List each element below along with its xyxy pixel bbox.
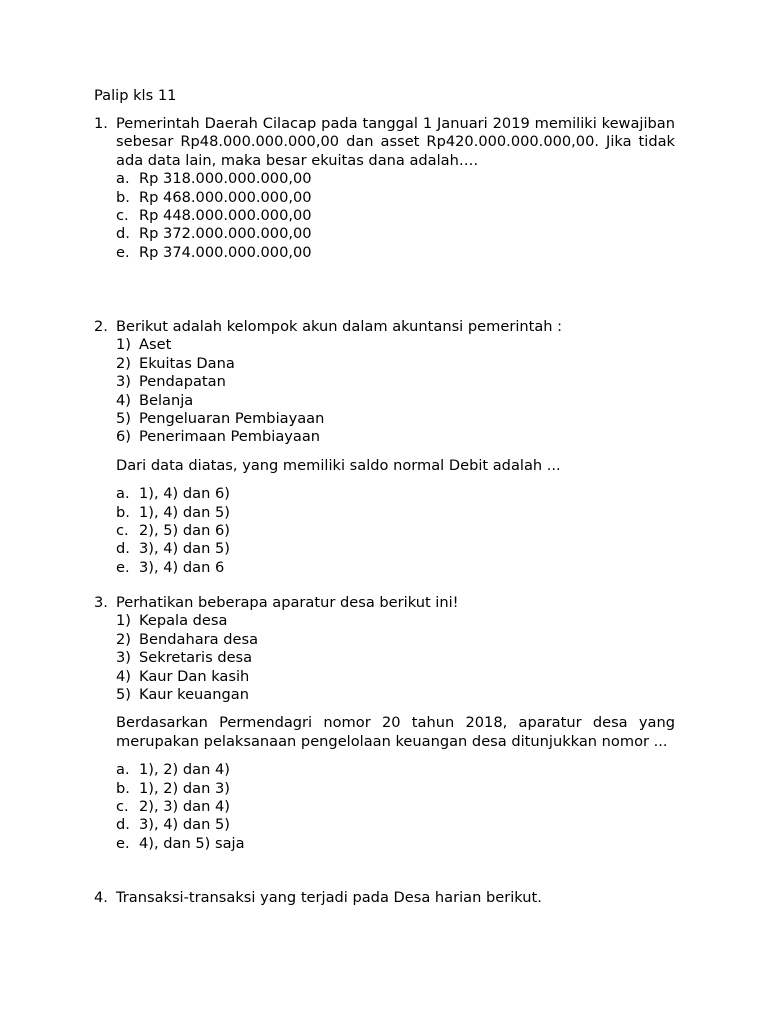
list-item: 1) Aset xyxy=(116,336,172,354)
list-item: 5) Pengeluaran Pembiayaan xyxy=(116,410,325,428)
answer-option-d: d. 3), 4) dan 5) xyxy=(116,540,230,558)
answer-option-d: d. 3), 4) dan 5) xyxy=(116,816,230,834)
list-item: 1) Kepala desa xyxy=(116,612,228,630)
list-item: 2) Bendahara desa xyxy=(116,630,259,648)
list-item: 4) Kaur Dan kasih xyxy=(116,667,250,685)
answer-option-c: c. 2), 5) dan 6) xyxy=(116,522,230,540)
list-item: 2) Ekuitas Dana xyxy=(116,354,235,372)
question-prompt: Dari data diatas, yang memiliki saldo normal Debit adalah ... xyxy=(116,456,561,474)
question-stem: Perhatikan beberapa aparatur desa berikut ini! xyxy=(116,594,459,611)
answer-option-b: b. 1), 2) dan 3) xyxy=(116,779,230,797)
question-stem: Berikut adalah kelompok akun dalam akuntansi pemerintah : xyxy=(116,318,563,335)
question-number: 1. xyxy=(94,115,108,132)
answer-options xyxy=(116,170,675,262)
list-item: 5) Kaur keuangan xyxy=(116,686,249,704)
answer-option-e: e. 4), dan 5) saja xyxy=(116,834,245,852)
answer-option-c: c. 2), 3) dan 4) xyxy=(116,798,230,816)
list-item: 4) Belanja xyxy=(116,391,194,409)
answer-option-d: d. Rp 372.000.000.000,00 xyxy=(116,225,312,243)
numbered-items xyxy=(116,336,675,446)
answer-option-b: b. Rp 468.000.000.000,00 xyxy=(116,188,312,206)
question-number: 3. xyxy=(94,594,108,611)
question-stem: Pemerintah Daerah Cilacap pada tanggal 1 Januari 2019 memiliki kewajiban sebesar Rp48.000.000.000,00 dan asset Rp420.000.000.000,00. Jika tidak ada data lain, maka besar ekuitas dana adalah…. xyxy=(116,115,675,169)
answer-options xyxy=(116,761,675,853)
answer-option-a: a. 1), 2) dan 4) xyxy=(116,761,230,779)
list-item: 3) Sekretaris desa xyxy=(116,649,253,667)
answer-option-a: a. 1), 4) dan 6) xyxy=(116,485,230,503)
answer-option-e: e. Rp 374.000.000.000,00 xyxy=(116,243,312,261)
answer-option-e: e. 3), 4) dan 6 xyxy=(116,558,225,576)
question-number: 2. xyxy=(94,318,108,335)
answer-option-a: a. Rp 318.000.000.000,00 xyxy=(116,170,312,188)
question-stem: Transaksi-transaksi yang terjadi pada Desa harian berikut. xyxy=(116,889,542,906)
list-item: 3) Pendapatan xyxy=(116,373,226,391)
question-1 xyxy=(94,115,675,262)
answer-option-b: b. 1), 4) dan 5) xyxy=(116,503,230,521)
answer-option-c: c. Rp 448.000.000.000,00 xyxy=(116,207,312,225)
question-4 xyxy=(94,889,675,907)
numbered-items xyxy=(116,612,675,704)
question-number: 4. xyxy=(94,889,108,906)
document-title: Palip kls 11 xyxy=(94,87,177,104)
answer-options xyxy=(116,485,675,577)
question-prompt: Berdasarkan Permendagri nomor 20 tahun 2018, aparatur desa yang merupakan pelaksanaan pengelolaan keuangan desa ditunjukkan nomor ... xyxy=(116,714,675,750)
question-3 xyxy=(94,594,675,853)
question-2 xyxy=(94,318,675,577)
list-item: 6) Penerimaan Pembiayaan xyxy=(116,428,321,446)
